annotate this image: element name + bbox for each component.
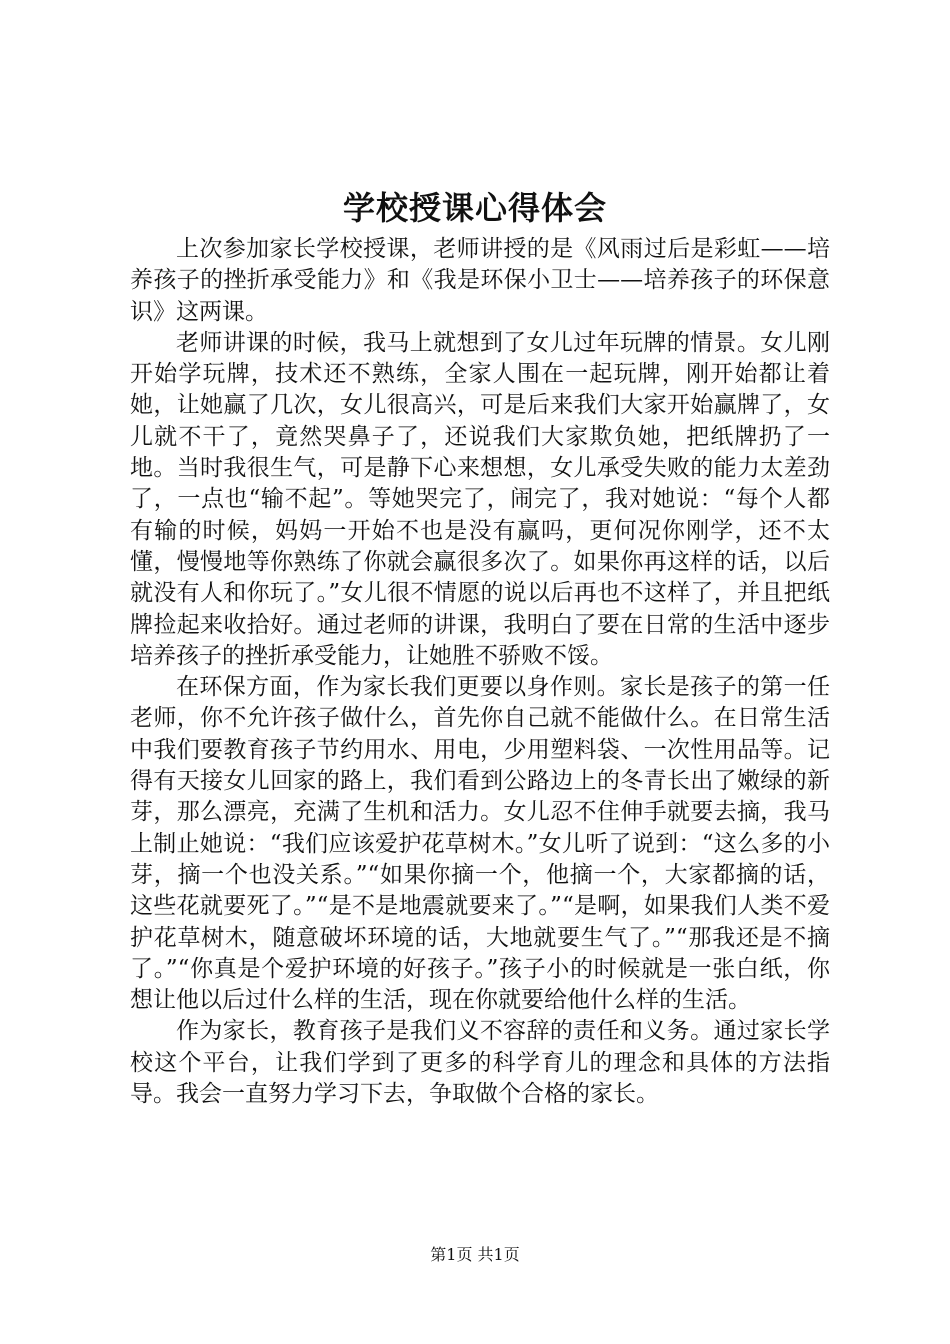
paragraph-3: 在环保方面，作为家长我们更要以身作则。家长是孩子的第一任老师，你不允许孩子做什么，首先你自己就不能做什么。在日常生活中我们要教育孩子节约用水、用电，少用塑料袋、一次性用品等。记得有天接女儿回家的路上，我们看到公路边上的冬青长出了嫩绿的新芽，那么漂亮，充满了生机和活力。女儿忍不住伸手就要去摘，我马上制止她说：“我们应该爱护花草树木。”女儿听了说到：“这么多的小芽，摘一个也没关系。”“如果你摘一个，他摘一个，大家都摘的话，这些花就要死了。”“是不是地震就要来了。”“是啊，如果我们人类不爱护花草树木，随意破坏环境的话，大地就要生气了。”“那我还是不摘了。”“你真是个爱护环境的好孩子。”孩子小的时候就是一张白纸，你想让他以后过什么样的生活，现在你就要给他什么样的生活。 xyxy=(130,674,830,1014)
paragraph-1: 上次参加家长学校授课，老师讲授的是《风雨过后是彩虹——培养孩子的挫折承受能力》和《我是环保小卫士——培养孩子的环保意识》这两课。 xyxy=(130,236,830,325)
paragraph-4: 作为家长，教育孩子是我们义不容辞的责任和义务。通过家长学校这个平台，让我们学到了更多的科学育儿的理念和具体的方法指导。我会一直努力学习下去，争取做个合格的家长。 xyxy=(130,1018,830,1108)
paragraph-2: 老师讲课的时候，我马上就想到了女儿过年玩牌的情景。女儿刚开始学玩牌，技术还不熟练，全家人围在一起玩牌，刚开始都让着她，让她赢了几次，女儿很高兴，可是后来我们大家开始赢牌了，女儿就不干了，竟然哭鼻子了，还说我们大家欺负她，把纸牌扔了一地。当时我很生气，可是静下心来想想，女儿承受失败的能力太差劲了，一点也“输不起”。等她哭完了，闹完了，我对她说：“每个人都有输的时候，妈妈一开始不也是没有赢吗，更何况你刚学，还不太懂，慢慢地等你熟练了你就会赢很多次了。如果你再这样的话，以后就没有人和你玩了。”女儿很不情愿的说以后再也不这样了，并且把纸牌捡起来收拾好。通过老师的讲课，我明白了要在日常的生活中逐步培养孩子的挫折承受能力，让她胜不骄败不馁。 xyxy=(130,329,830,669)
document-title: 学校授课心得体会 xyxy=(342,189,607,227)
document-body xyxy=(130,234,830,1110)
page-footer: 第1页 共1页 xyxy=(430,1245,520,1264)
